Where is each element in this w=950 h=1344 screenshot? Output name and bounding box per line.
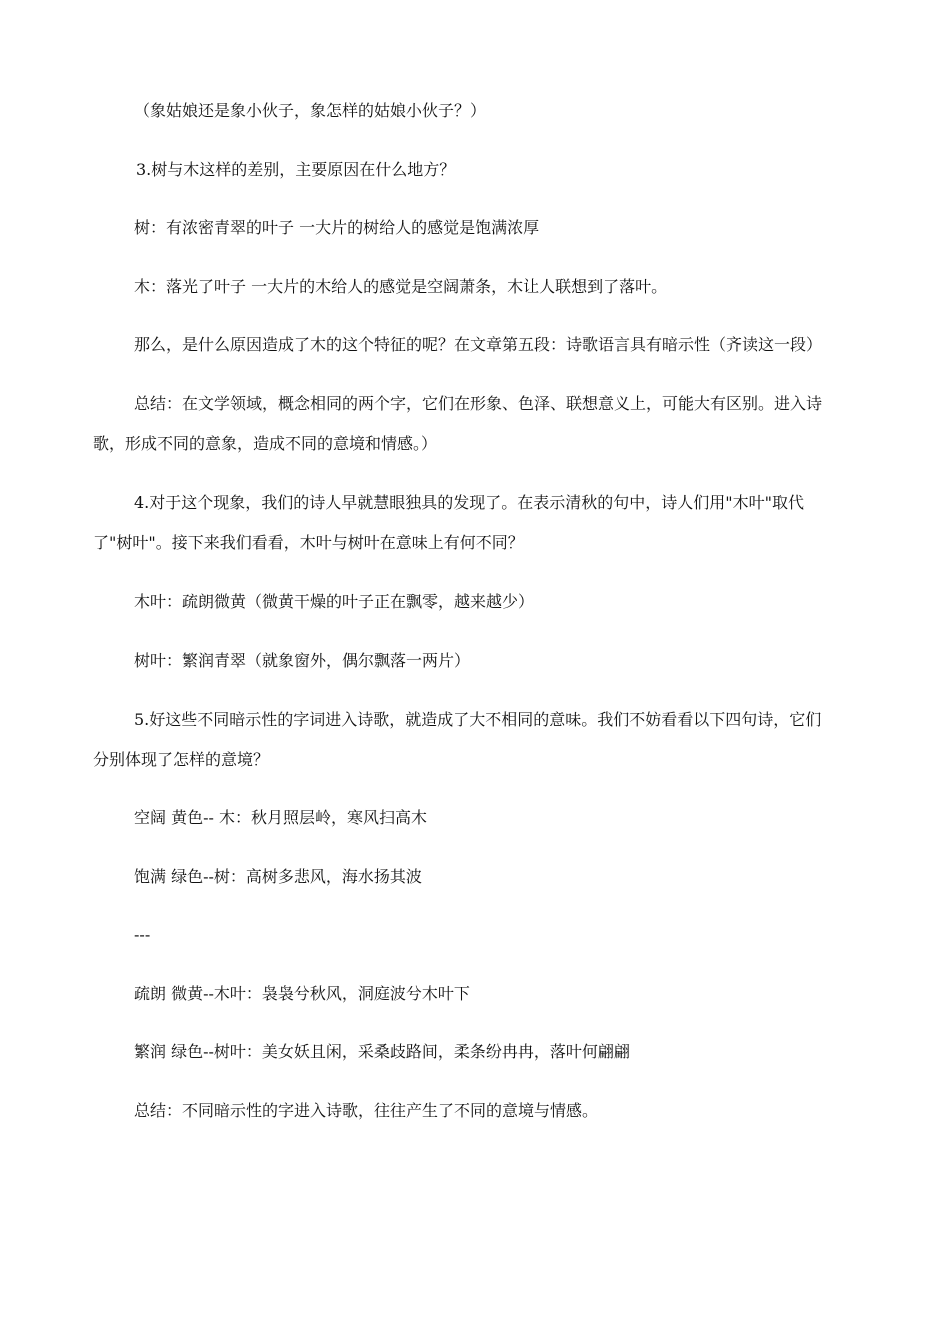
paragraph-question-gender [134,101,486,121]
text-line: 5.好这些不同暗示性的字词进入诗歌，就造成了大不相同的意味。我们不妨看看以下四句诗，它们 [134,710,822,729]
text-line: 总结：不同暗示性的字进入诗歌，往往产生了不同的意境与情感。 [134,1101,599,1120]
separator-dashes [134,925,150,945]
paragraph-question-4 [0,493,804,553]
paragraph-question-3 [136,160,455,180]
text-line: 那么，是什么原因造成了木的这个特征的呢？在文章第五段：诗歌语言具有暗示性（齐读这一段） [134,335,823,354]
text-line: 疏朗 微黄--木叶：袅袅兮秋风，洞庭波兮木叶下 [134,984,470,1003]
paragraph-reason [134,335,822,355]
paragraph-muye [134,592,534,612]
text-line: 歌，形成不同的意象，造成不同的意境和情感。） [93,434,438,453]
paragraph-poem-tree [134,867,422,887]
paragraph-summary-1 [0,394,822,454]
text-line: 总结：在文学领域，概念相同的两个字，它们在形象、色泽、联想意义上，可能大有区别。进入诗 [134,394,823,413]
text-line: 树：有浓密青翠的叶子 一大片的树给人的感觉是饱满浓厚 [134,218,540,237]
text-line: 4.对于这个现象，我们的诗人早就慧眼独具的发现了。在表示清秋的句中，诗人们用"木叶"取代 [134,493,804,512]
paragraph-tree-definition [134,218,539,238]
text-line: 饱满 绿色--树：高树多悲风，海水扬其波 [134,867,422,886]
paragraph-shuye [134,651,470,671]
paragraph-poem-muye [134,984,470,1004]
text-line: 繁润 绿色--树叶：美女妖且闲，采桑歧路间，柔条纷冉冉，落叶何翩翩 [134,1042,630,1061]
text-line: --- [134,925,151,944]
text-line: （象姑娘还是象小伙子，象怎样的姑娘小伙子？） [134,101,487,120]
text-line: 分别体现了怎样的意境？ [93,750,270,769]
text-line: 3.树与木这样的差别，主要原因在什么地方？ [136,160,456,179]
text-line: 木叶：疏朗微黄（微黄干燥的叶子正在飘零，越来越少） [134,592,535,611]
text-line: 了"树叶"。接下来我们看看，木叶与树叶在意味上有何不同？ [93,533,524,552]
text-line: 空阔 黄色-- 木：秋月照层岭，寒风扫高木 [134,808,427,827]
paragraph-summary-2 [134,1101,598,1121]
text-line: 树叶：繁润青翠（就象窗外，偶尔飘落一两片） [134,651,471,670]
paragraph-question-5 [0,710,821,770]
text-line: 木：落光了叶子 一大片的木给人的感觉是空阔萧条，木让人联想到了落叶。 [134,277,668,296]
paragraph-wood-definition [134,277,667,297]
paragraph-poem-wood [134,808,427,828]
paragraph-poem-shuye [134,1042,630,1062]
